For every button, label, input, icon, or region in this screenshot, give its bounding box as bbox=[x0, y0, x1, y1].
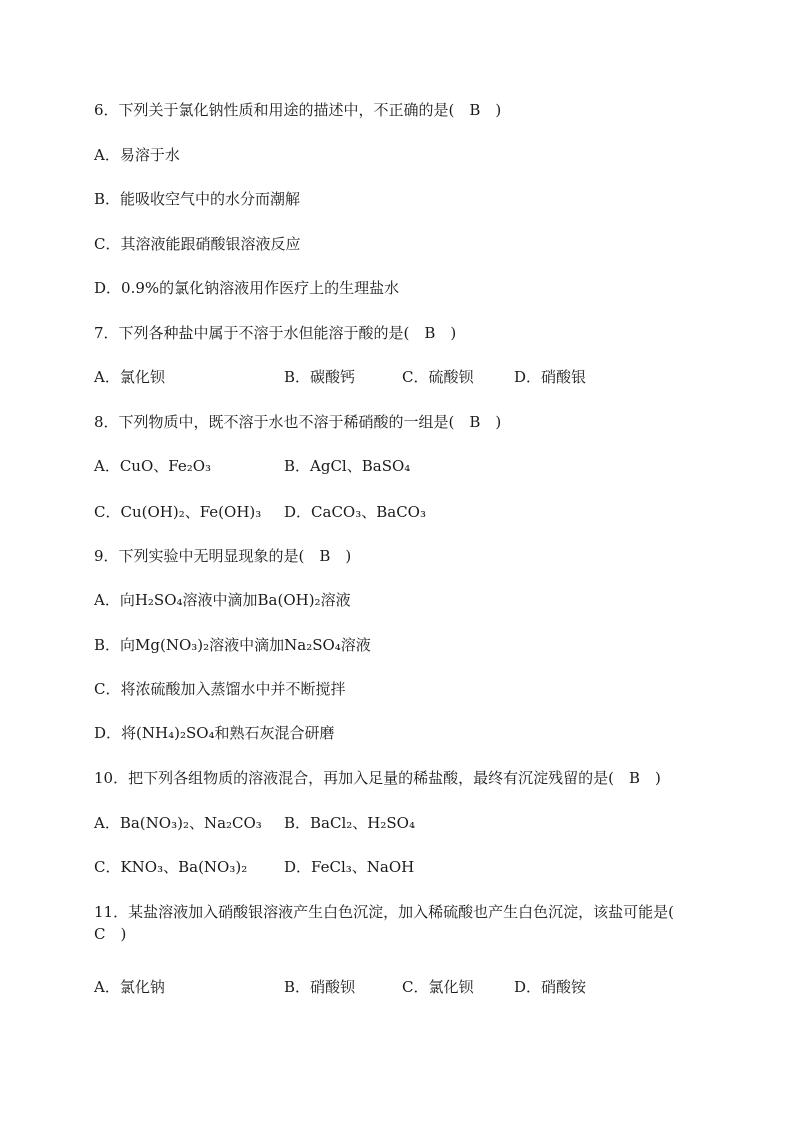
question-11-option-b: B．硝酸钡 bbox=[284, 978, 356, 996]
question-10-option-b: B．BaCl₂、H₂SO₄ bbox=[284, 814, 415, 832]
question-10-stem: 10．把下列各组物质的溶液混合，再加入足量的稀盐酸，最终有沉淀残留的是( B ) bbox=[94, 769, 661, 787]
question-8-option-d: D．CaCO₃、BaCO₃ bbox=[284, 503, 426, 521]
question-9-option-a: A．向H₂SO₄溶液中滴加Ba(OH)₂溶液 bbox=[94, 591, 351, 609]
question-7-option-d: D．硝酸银 bbox=[514, 368, 587, 386]
question-7-option-b: B．碳酸钙 bbox=[284, 368, 356, 386]
question-9-option-c: C．将浓硫酸加入蒸馏水中并不断搅拌 bbox=[94, 680, 346, 698]
question-6-option-c: C．其溶液能跟硝酸银溶液反应 bbox=[94, 235, 301, 253]
question-7-stem: 7．下列各种盐中属于不溶于水但能溶于酸的是( B ) bbox=[94, 324, 457, 342]
question-11-option-c: C．氯化钡 bbox=[402, 978, 474, 996]
question-6-option-a: A．易溶于水 bbox=[94, 146, 180, 164]
question-6-option-b: B．能吸收空气中的水分而潮解 bbox=[94, 190, 301, 208]
question-7-option-a: A．氯化钡 bbox=[94, 368, 165, 386]
question-10-option-d: D．FeCl₃、NaOH bbox=[284, 858, 415, 876]
question-11-option-a: A．氯化钠 bbox=[94, 978, 165, 996]
question-10-option-a: A．Ba(NO₃)₂、Na₂CO₃ bbox=[94, 814, 262, 832]
question-8-option-a: A．CuO、Fe₂O₃ bbox=[94, 457, 212, 475]
question-7-option-c: C．硫酸钡 bbox=[402, 368, 474, 386]
question-9-option-b: B．向Mg(NO₃)₂溶液中滴加Na₂SO₄溶液 bbox=[94, 636, 371, 654]
question-11-option-d: D．硝酸铵 bbox=[514, 978, 587, 996]
question-6-stem: 6．下列关于氯化钠性质和用途的描述中，不正确的是( B ) bbox=[94, 101, 502, 119]
question-10-option-c: C．KNO₃、Ba(NO₃)₂ bbox=[94, 858, 248, 876]
question-11-stem: 11．某盐溶液加入硝酸银溶液产生白色沉淀，加入稀硫酸也产生白色沉淀，该盐可能是( C ) bbox=[94, 903, 689, 943]
question-9-stem: 9．下列实验中无明显现象的是( B ) bbox=[94, 547, 352, 565]
question-8-stem: 8．下列物质中，既不溶于水也不溶于稀硝酸的一组是( B ) bbox=[94, 413, 502, 431]
question-8-option-c: C．Cu(OH)₂、Fe(OH)₃ bbox=[94, 503, 262, 521]
question-9-option-d: D．将(NH₄)₂SO₄和熟石灰混合研磨 bbox=[94, 724, 335, 742]
question-8-option-b: B．AgCl、BaSO₄ bbox=[284, 457, 411, 475]
question-6-option-d: D．0.9%的氯化钠溶液用作医疗上的生理盐水 bbox=[94, 279, 400, 297]
